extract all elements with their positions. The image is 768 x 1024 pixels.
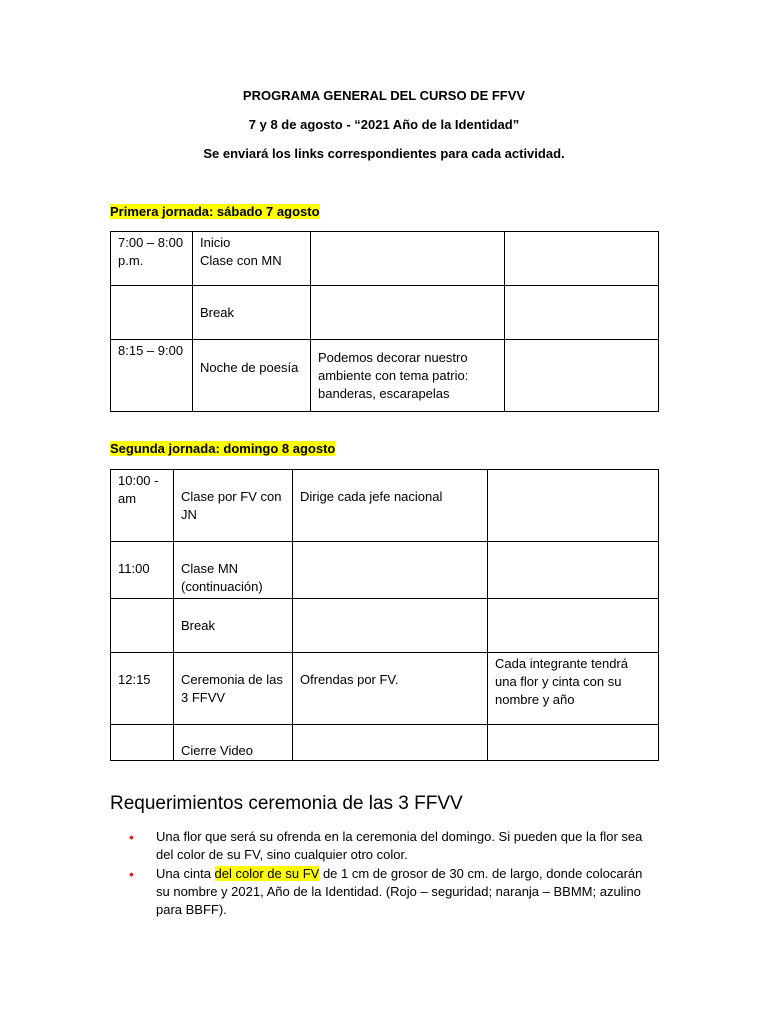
detail-cell	[293, 542, 488, 599]
detail-cell: Ofrendas por FV.	[293, 653, 488, 725]
detail-cell: Dirige cada jefe nacional	[293, 470, 488, 542]
table-row	[111, 725, 659, 761]
document-subtitle: 7 y 8 de agosto - “2021 Año de la Identidad”	[248, 117, 520, 132]
extra-cell	[488, 542, 659, 599]
list-item	[110, 828, 655, 864]
table-row	[111, 599, 659, 653]
list-item	[110, 865, 655, 919]
table-row	[111, 232, 659, 286]
extra-cell	[505, 232, 659, 286]
time-cell: 11:00	[111, 542, 174, 599]
day1-label	[110, 204, 320, 219]
day2-schedule-table	[110, 469, 659, 761]
activity-cell: Clase MN (continuación)	[174, 542, 293, 599]
requirement-text-end: de 1 cm de grosor de 30 cm. de largo, donde colocarán su nombre y 2021, Año de la Identidad. (Rojo – seguridad; naranja – BBMM; azulino para BBFF).	[156, 866, 643, 917]
detail-cell	[311, 232, 505, 286]
table-row	[111, 340, 659, 412]
table-row	[111, 653, 659, 725]
day2-label-text: Segunda jornada: domingo 8 agosto	[110, 441, 336, 456]
detail-cell	[293, 599, 488, 653]
requirements-heading: Requerimientos ceremonia de las 3 FFVV	[110, 793, 463, 814]
requirement-highlight: del color de su FV	[214, 866, 320, 881]
detail-cell	[311, 286, 505, 340]
time-cell	[111, 286, 193, 340]
day2-label	[110, 441, 335, 456]
time-cell	[111, 725, 174, 761]
day1-schedule-table	[110, 231, 659, 412]
time-cell: 10:00 - am	[111, 470, 174, 542]
document-title: PROGRAMA GENERAL DEL CURSO DE FFVV	[242, 88, 526, 103]
requirement-text-start: Una cinta	[156, 866, 215, 881]
requirement-text: Una flor que será su ofrenda en la ceremonia del domingo. Si pueden que la flor sea del color de su FV, sino cualquier otro color.	[156, 829, 643, 862]
activity-cell: Clase por FV con JN	[174, 470, 293, 542]
extra-cell	[488, 725, 659, 761]
activity-cell: Break	[174, 599, 293, 653]
extra-cell	[488, 470, 659, 542]
extra-cell	[505, 340, 659, 412]
extra-cell	[505, 286, 659, 340]
activity-cell: Ceremonia de las 3 FFVV	[174, 653, 293, 725]
activity-cell: Inicio Clase con MN	[193, 232, 311, 286]
table-row	[111, 470, 659, 542]
detail-cell: Podemos decorar nuestro ambiente con tema patrio: banderas, escarapelas	[311, 340, 505, 412]
activity-text: Noche de poesía	[200, 359, 299, 375]
table-row	[111, 542, 659, 599]
activity-cell: Break	[193, 286, 311, 340]
day1-label-text: Primera jornada: sábado 7 agosto	[110, 204, 320, 219]
extra-cell	[488, 599, 659, 653]
bullet-icon: •	[129, 829, 134, 845]
bullet-icon: •	[129, 866, 134, 882]
activity-cell	[193, 340, 311, 412]
document-note: Se enviará los links correspondientes para cada actividad.	[203, 146, 565, 161]
time-cell: 7:00 – 8:00 p.m.	[111, 232, 193, 286]
table-row	[111, 286, 659, 340]
activity-cell: Cierre Video	[174, 725, 293, 761]
time-cell: 12:15	[111, 653, 174, 725]
detail-cell	[293, 725, 488, 761]
extra-cell: Cada integrante tendrá una flor y cinta con su nombre y año	[488, 653, 659, 725]
requirements-list	[110, 828, 655, 920]
time-cell	[111, 599, 174, 653]
time-cell: 8:15 – 9:00	[111, 340, 193, 412]
